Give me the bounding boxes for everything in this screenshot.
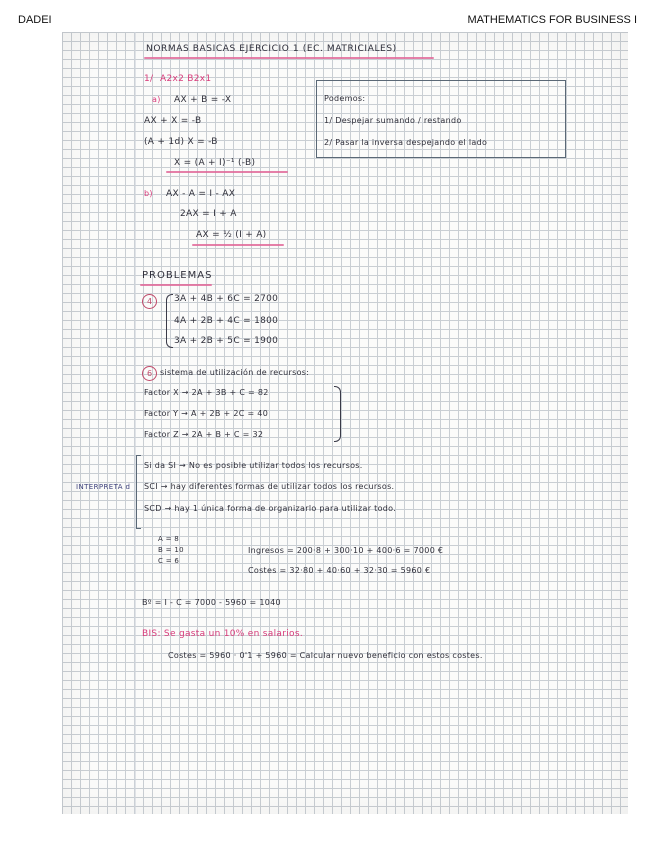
bis-line2: Costes = 5960 · 0'1 + 5960 = Calcular nuevo beneficio con estos costes.: [168, 651, 483, 660]
p6-row2: Factor Y → A + 2B + 2C = 40: [144, 409, 269, 418]
notes-title: NORMAS BASICAS EJERCICIO 1 (EC. MATRICIALES): [146, 44, 397, 54]
int-line3: SCD → hay 1 única forma de organizarlo para utilizar todo.: [144, 504, 397, 513]
margin-interpreta-label: INTERPRETA d: [76, 483, 131, 491]
problem-6-brace: [334, 386, 341, 442]
b-line2: 2AX = I + A: [180, 209, 237, 219]
header-right-label: MATHEMATICS FOR BUSINESS I: [467, 14, 637, 26]
ex1-label: 1/: [144, 74, 154, 84]
ex1-dims: A2x2 B2x1: [160, 74, 212, 84]
problems-underline: [140, 284, 212, 286]
title-underline: [144, 57, 434, 59]
ingresos-line: Ingresos = 200·8 + 300·10 + 400·6 = 7000 €: [248, 546, 444, 555]
costes-line: Costes = 32·80 + 40·60 + 32·30 = 5960 €: [248, 566, 431, 575]
p4-eq3: 3A + 2B + 5C = 1900: [174, 336, 279, 346]
box-title: Podemos:: [324, 94, 366, 103]
b-line1: AX - A = I - AX: [166, 189, 236, 199]
sol-b: B = 10: [158, 546, 184, 554]
a-line4: X = (A + I)⁻¹ (-B): [174, 158, 256, 168]
problem-4-number: 4: [142, 294, 157, 309]
a-label: a): [152, 95, 161, 104]
problems-title: PROBLEMAS: [142, 270, 213, 281]
int-line1: Si da SI → No es posible utilizar todos los recursos.: [144, 461, 363, 470]
bis-line1: BIS: Se gasta un 10% en salarios.: [142, 629, 303, 639]
p4-eq1: 3A + 4B + 6C = 2700: [174, 294, 279, 304]
a-line3: (A + 1d) X = -B: [144, 137, 218, 147]
a-line2: AX + X = -B: [144, 116, 202, 126]
p6-row3: Factor Z → 2A + B + C = 32: [144, 430, 264, 439]
p6-title: sistema de utilización de recursos:: [160, 368, 310, 377]
b-label: b): [144, 189, 153, 198]
p4-eq2: 4A + 2B + 4C = 1800: [174, 316, 279, 326]
box-line2: 2/ Pasar la inversa despejando el lado: [324, 138, 488, 147]
sol-c: C = 6: [158, 557, 180, 565]
b-result-underline: [192, 244, 284, 246]
box-line1: 1/ Despejar sumando / restando: [324, 116, 462, 125]
interpretation-bracket: [136, 455, 141, 529]
a-line1: AX + B = -X: [174, 95, 232, 105]
p6-row1: Factor X → 2A + 3B + C = 82: [144, 388, 269, 397]
beneficio-line: Bº = I - C = 7000 - 5960 = 1040: [142, 598, 281, 607]
grid-paper-sheet: [62, 32, 628, 814]
problem-6-number: 6: [142, 366, 157, 381]
problem-4-brace: [166, 294, 173, 348]
b-line3: AX = ½ (I + A): [196, 230, 267, 240]
sol-a: A = 8: [158, 535, 180, 543]
sheet-margin-line: [134, 32, 136, 814]
int-line2: SCI → hay diferentes formas de utilizar todos los recursos.: [144, 482, 395, 491]
a-result-underline: [166, 171, 288, 173]
header-left-label: DADEI: [18, 14, 52, 26]
